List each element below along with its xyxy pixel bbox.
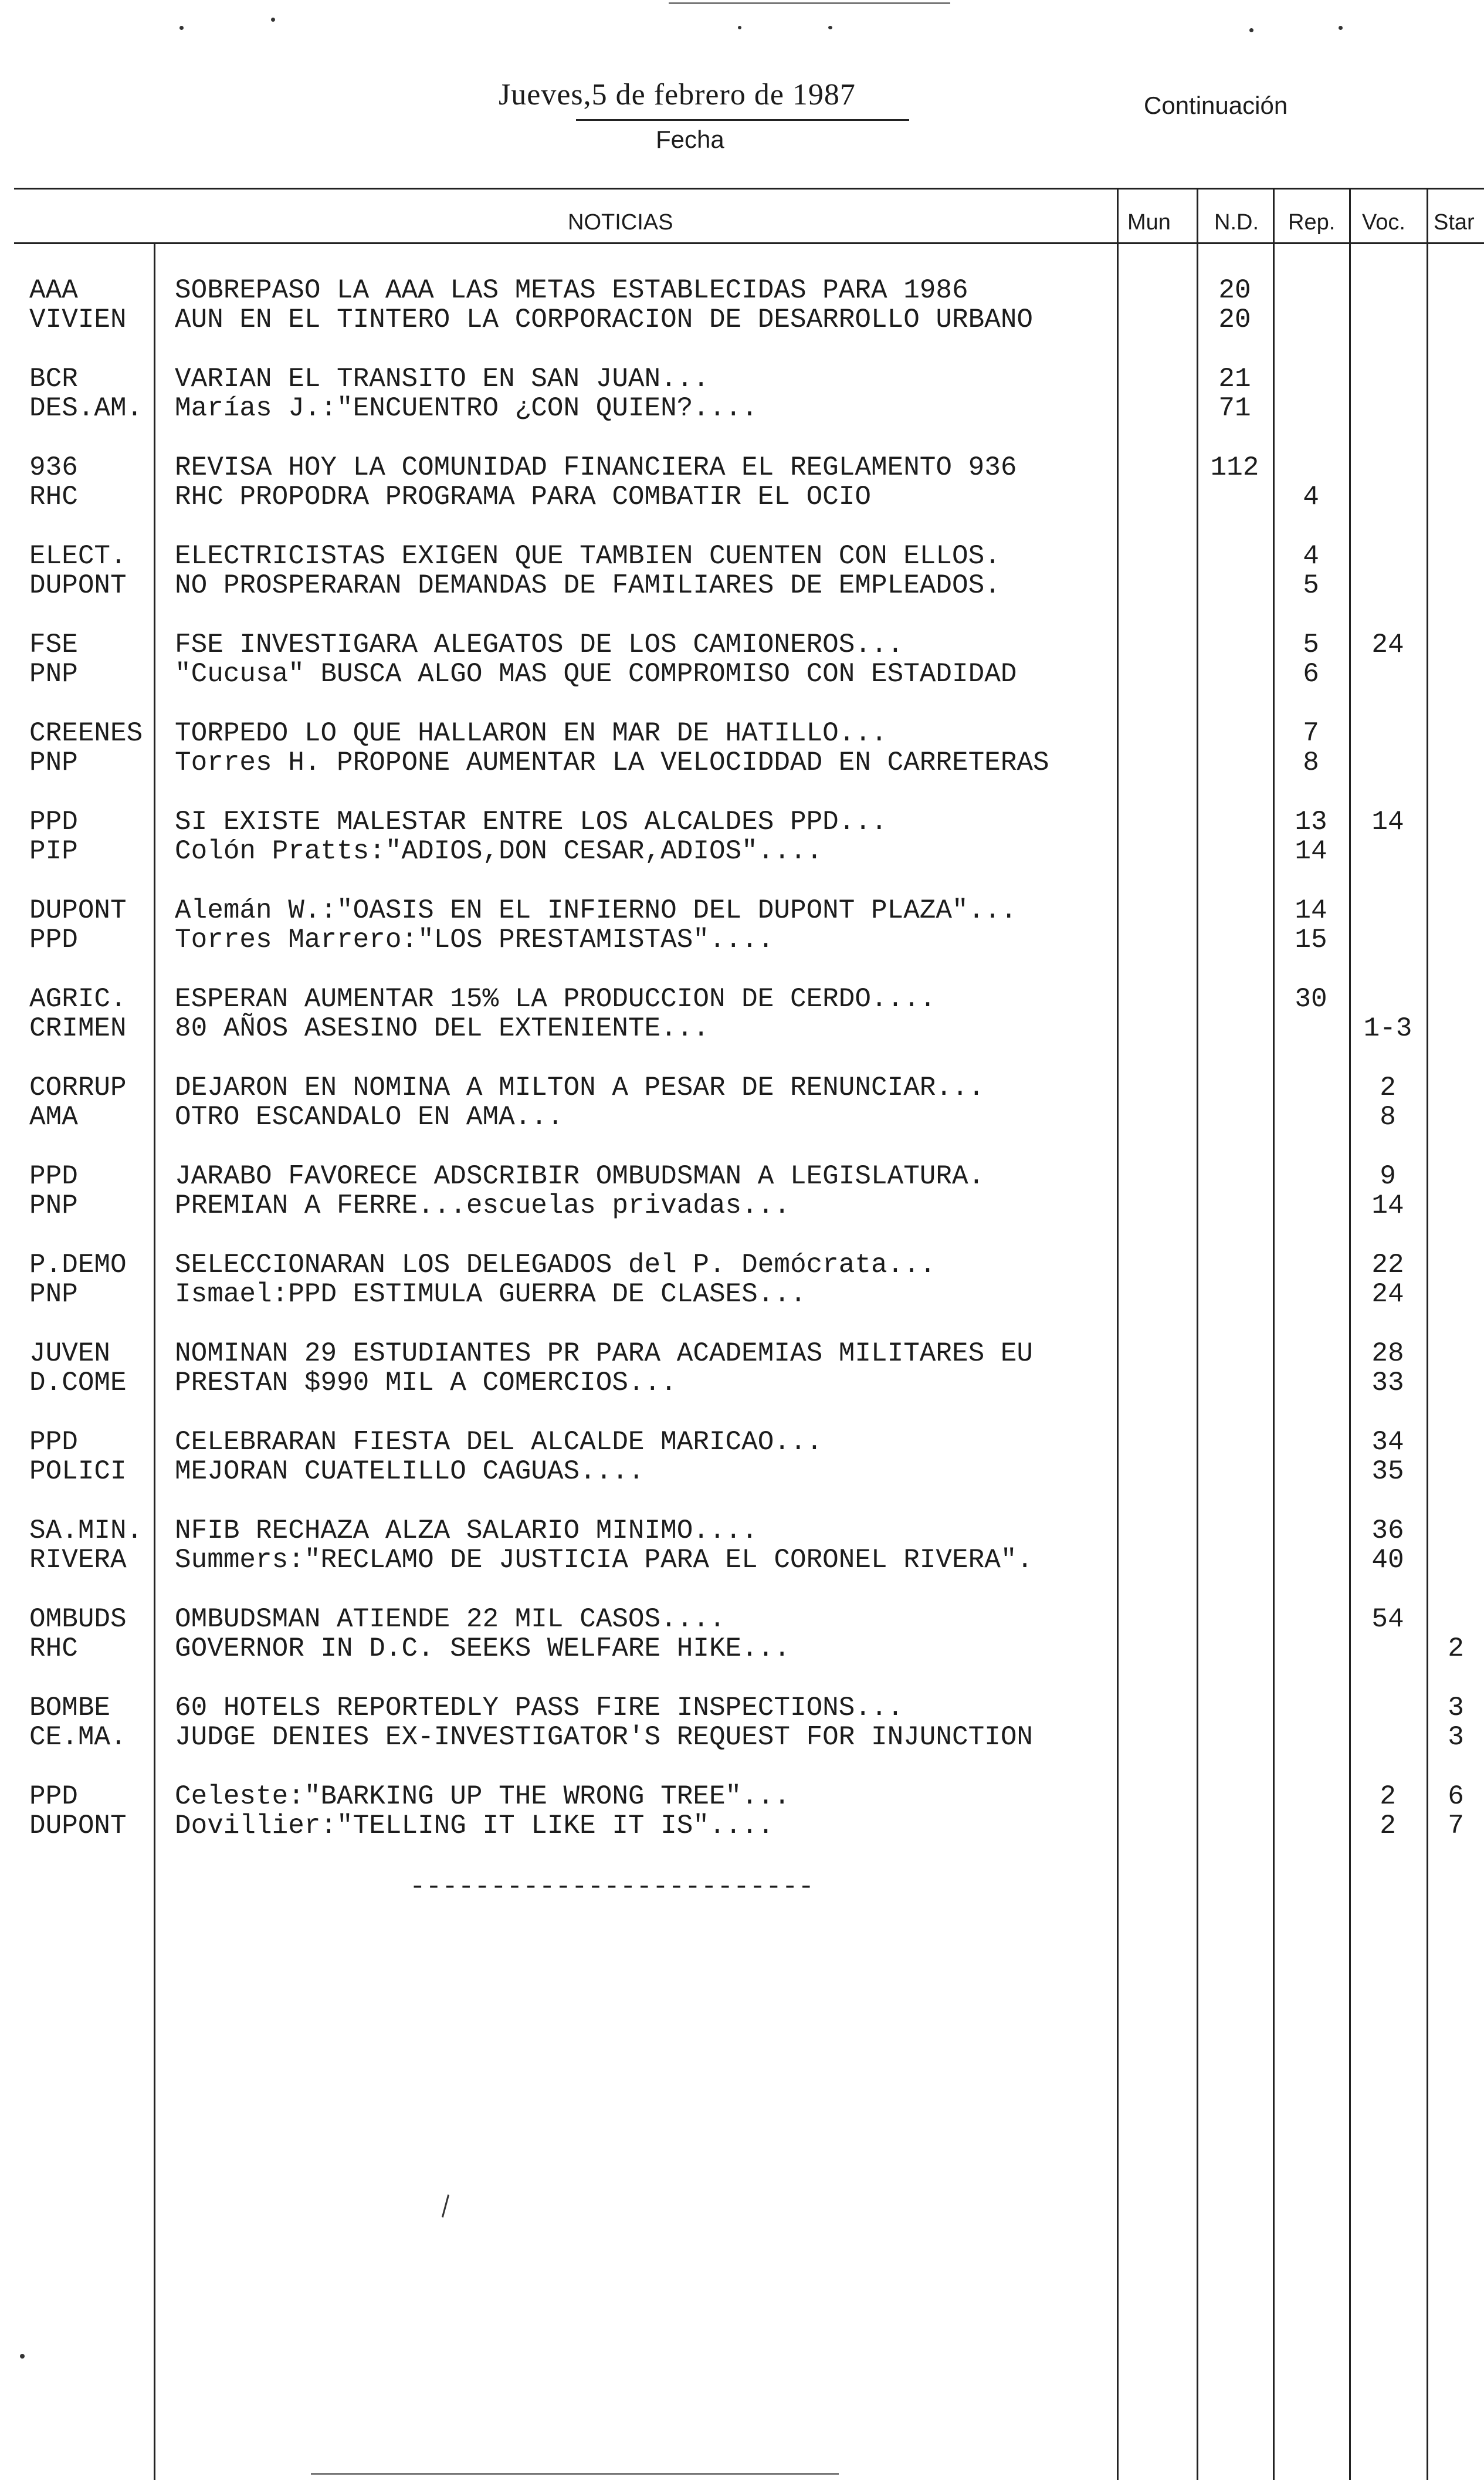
section-code: CRIMEN bbox=[29, 1013, 127, 1044]
section-code: PPD bbox=[29, 925, 78, 955]
news-headline: RHC PROPODRA PROGRAMA PARA COMBATIR EL OCIO bbox=[175, 482, 871, 512]
news-headline: DEJARON EN NOMINA A MILTON A PESAR DE RENUNCIAR... bbox=[175, 1072, 985, 1103]
nd-value: 71 bbox=[1218, 393, 1251, 424]
news-headline: 60 HOTELS REPORTEDLY PASS FIRE INSPECTIONS... bbox=[175, 1693, 904, 1723]
column-divider-mun bbox=[1117, 189, 1119, 243]
nd-value: 21 bbox=[1218, 364, 1251, 394]
section-code: CORRUP bbox=[29, 1072, 127, 1103]
end-of-list-dashes: ------------------------- bbox=[409, 1872, 815, 1902]
section-code: PNP bbox=[29, 1279, 78, 1310]
section-code: DUPONT bbox=[29, 895, 127, 926]
voc-value: 2 bbox=[1380, 1072, 1396, 1103]
news-headline: TORPEDO LO QUE HALLARON EN MAR DE HATILLO... bbox=[175, 718, 887, 749]
column-header-star: Star bbox=[1434, 210, 1475, 235]
rep-value: 14 bbox=[1295, 895, 1327, 926]
star-value: 3 bbox=[1448, 1722, 1464, 1752]
rep-value: 15 bbox=[1295, 925, 1327, 955]
voc-value: 14 bbox=[1371, 807, 1404, 837]
voc-value: 14 bbox=[1371, 1190, 1404, 1221]
section-code: PPD bbox=[29, 1781, 78, 1812]
news-headline: Celeste:"BARKING UP THE WRONG TREE"... bbox=[175, 1781, 790, 1812]
date-underline bbox=[576, 119, 909, 121]
section-code: RIVERA bbox=[29, 1545, 127, 1575]
section-code: PNP bbox=[29, 747, 78, 778]
rep-value: 4 bbox=[1303, 482, 1319, 512]
section-code: SA.MIN. bbox=[29, 1515, 143, 1546]
section-code: PIP bbox=[29, 836, 78, 867]
star-value: 6 bbox=[1448, 1781, 1464, 1812]
section-code: CREENES bbox=[29, 718, 143, 749]
voc-value: 33 bbox=[1371, 1368, 1404, 1398]
column-divider-nd bbox=[1197, 189, 1198, 2480]
section-code: D.COME bbox=[29, 1368, 127, 1398]
section-code: AAA bbox=[29, 275, 78, 306]
star-value: 2 bbox=[1448, 1633, 1464, 1664]
news-headline: Torres Marrero:"LOS PRESTAMISTAS".... bbox=[175, 925, 774, 955]
table-top-rule bbox=[14, 188, 1484, 190]
voc-value: 34 bbox=[1371, 1427, 1404, 1457]
news-headline: OTRO ESCANDALO EN AMA... bbox=[175, 1102, 564, 1132]
news-headline: JARABO FAVORECE ADSCRIBIR OMBUDSMAN A LEGISLATURA. bbox=[175, 1161, 985, 1192]
scan-speck bbox=[1339, 26, 1343, 30]
section-code: BOMBE bbox=[29, 1693, 111, 1723]
section-code: VIVIEN bbox=[29, 304, 127, 335]
voc-value: 24 bbox=[1371, 1279, 1404, 1310]
section-code: PNP bbox=[29, 1190, 78, 1221]
table-header-rule bbox=[14, 242, 1484, 244]
news-headline: PRESTAN $990 MIL A COMERCIOS... bbox=[175, 1368, 677, 1398]
news-headline: PREMIAN A FERRE...escuelas privadas... bbox=[175, 1190, 790, 1221]
news-headline: SELECCIONARAN LOS DELEGADOS del P. Demócrata... bbox=[175, 1250, 936, 1280]
section-code: FSE bbox=[29, 630, 78, 660]
date-caption: Fecha bbox=[656, 126, 724, 153]
section-code: PPD bbox=[29, 1427, 78, 1457]
rep-value: 14 bbox=[1295, 836, 1327, 867]
news-headline: SI EXISTE MALESTAR ENTRE LOS ALCALDES PPD... bbox=[175, 807, 887, 837]
pen-mark bbox=[442, 2194, 449, 2217]
section-code: JUVEN bbox=[29, 1338, 111, 1369]
section-code: CE.MA. bbox=[29, 1722, 127, 1752]
column-divider-code bbox=[154, 243, 155, 2480]
star-value: 3 bbox=[1448, 1693, 1464, 1723]
news-headline: Alemán W.:"OASIS EN EL INFIERNO DEL DUPONT PLAZA"... bbox=[175, 895, 1017, 926]
scan-speck bbox=[271, 18, 275, 22]
column-divider-star bbox=[1427, 189, 1428, 2480]
rep-value: 6 bbox=[1303, 659, 1319, 689]
bottom-edge-mark bbox=[311, 2473, 839, 2475]
news-headline: Ismael:PPD ESTIMULA GUERRA DE CLASES... bbox=[175, 1279, 807, 1310]
column-header-mun: Mun bbox=[1127, 210, 1171, 235]
rep-value: 8 bbox=[1303, 747, 1319, 778]
news-headline: GOVERNOR IN D.C. SEEKS WELFARE HIKE... bbox=[175, 1633, 790, 1664]
news-headline: NOMINAN 29 ESTUDIANTES PR PARA ACADEMIAS MILITARES EU bbox=[175, 1338, 1034, 1369]
voc-value: 2 bbox=[1380, 1781, 1396, 1812]
section-code: ELECT. bbox=[29, 541, 127, 571]
news-headline: 80 AÑOS ASESINO DEL EXTENIENTE... bbox=[175, 1013, 709, 1044]
voc-value: 2 bbox=[1380, 1811, 1396, 1841]
section-code: BCR bbox=[29, 364, 78, 394]
section-code: RHC bbox=[29, 482, 78, 512]
section-code: OMBUDS bbox=[29, 1604, 127, 1635]
news-headline: VARIAN EL TRANSITO EN SAN JUAN... bbox=[175, 364, 709, 394]
section-code: DUPONT bbox=[29, 570, 127, 601]
section-code: AGRIC. bbox=[29, 984, 127, 1014]
voc-value: 35 bbox=[1371, 1456, 1404, 1487]
rep-value: 5 bbox=[1303, 570, 1319, 601]
section-code: PNP bbox=[29, 659, 78, 689]
column-divider-voc bbox=[1349, 189, 1351, 2480]
news-headline: NO PROSPERARAN DEMANDAS DE FAMILIARES DE EMPLEADOS. bbox=[175, 570, 1001, 601]
column-header-nd: N.D. bbox=[1214, 210, 1259, 235]
voc-value: 28 bbox=[1371, 1338, 1404, 1369]
news-headline: NFIB RECHAZA ALZA SALARIO MINIMO.... bbox=[175, 1515, 758, 1546]
voc-value: 54 bbox=[1371, 1604, 1404, 1635]
section-code: PPD bbox=[29, 1161, 78, 1192]
scan-speck bbox=[179, 26, 184, 30]
scan-speck bbox=[1249, 28, 1253, 32]
news-headline: Torres H. PROPONE AUMENTAR LA VELOCIDDAD EN CARRETERAS bbox=[175, 747, 1049, 778]
scan-speck bbox=[738, 26, 741, 29]
scan-speck bbox=[20, 2354, 25, 2359]
news-headline: CELEBRARAN FIESTA DEL ALCALDE MARICAO... bbox=[175, 1427, 823, 1457]
column-header-noticias: NOTICIAS bbox=[568, 210, 673, 235]
voc-value: 8 bbox=[1380, 1102, 1396, 1132]
news-headline: FSE INVESTIGARA ALEGATOS DE LOS CAMIONEROS... bbox=[175, 630, 904, 660]
section-code: RHC bbox=[29, 1633, 78, 1664]
voc-value: 40 bbox=[1371, 1545, 1404, 1575]
top-edge-mark bbox=[669, 2, 950, 4]
nd-value: 112 bbox=[1210, 452, 1259, 483]
report-date: Jueves,5 de febrero de 1987 bbox=[499, 78, 856, 111]
news-headline: REVISA HOY LA COMUNIDAD FINANCIERA EL REGLAMENTO 936 bbox=[175, 452, 1017, 483]
scan-speck bbox=[828, 26, 832, 29]
section-code: AMA bbox=[29, 1102, 78, 1132]
section-code: DES.AM. bbox=[29, 393, 143, 424]
rep-value: 4 bbox=[1303, 541, 1319, 571]
news-headline: Colón Pratts:"ADIOS,DON CESAR,ADIOS".... bbox=[175, 836, 823, 867]
voc-value: 9 bbox=[1380, 1161, 1396, 1192]
voc-value: 22 bbox=[1371, 1250, 1404, 1280]
voc-value: 36 bbox=[1371, 1515, 1404, 1546]
section-code: PPD bbox=[29, 807, 78, 837]
news-headline: ELECTRICISTAS EXIGEN QUE TAMBIEN CUENTEN CON ELLOS. bbox=[175, 541, 1001, 571]
column-divider-news bbox=[1117, 243, 1119, 2480]
news-headline: OMBUDSMAN ATIENDE 22 MIL CASOS.... bbox=[175, 1604, 726, 1635]
news-headline: Dovillier:"TELLING IT LIKE IT IS".... bbox=[175, 1811, 774, 1841]
column-header-voc: Voc. bbox=[1362, 210, 1405, 235]
news-headline: "Cucusa" BUSCA ALGO MAS QUE COMPROMISO CON ESTADIDAD bbox=[175, 659, 1017, 689]
news-headline: SOBREPASO LA AAA LAS METAS ESTABLECIDAS PARA 1986 bbox=[175, 275, 968, 306]
nd-value: 20 bbox=[1218, 275, 1251, 306]
section-code: POLICI bbox=[29, 1456, 127, 1487]
news-headline: AUN EN EL TINTERO LA CORPORACION DE DESARROLLO URBANO bbox=[175, 304, 1034, 335]
rep-value: 5 bbox=[1303, 630, 1319, 660]
news-headline: Summers:"RECLAMO DE JUSTICIA PARA EL CORONEL RIVERA". bbox=[175, 1545, 1034, 1575]
section-code: 936 bbox=[29, 452, 78, 483]
section-code: DUPONT bbox=[29, 1811, 127, 1841]
rep-value: 7 bbox=[1303, 718, 1319, 749]
news-headline: Marías J.:"ENCUENTRO ¿CON QUIEN?.... bbox=[175, 393, 758, 424]
news-headline: JUDGE DENIES EX-INVESTIGATOR'S REQUEST FOR INJUNCTION bbox=[175, 1722, 1034, 1752]
section-code: P.DEMO bbox=[29, 1250, 127, 1280]
column-header-rep: Rep. bbox=[1288, 210, 1336, 235]
star-value: 7 bbox=[1448, 1811, 1464, 1841]
rep-value: 13 bbox=[1295, 807, 1327, 837]
news-headline: ESPERAN AUMENTAR 15% LA PRODUCCION DE CERDO.... bbox=[175, 984, 936, 1014]
voc-value: 1-3 bbox=[1363, 1013, 1412, 1044]
news-headline: MEJORAN CUATELILLO CAGUAS.... bbox=[175, 1456, 645, 1487]
column-divider-rep bbox=[1273, 189, 1275, 2480]
voc-value: 24 bbox=[1371, 630, 1404, 660]
nd-value: 20 bbox=[1218, 304, 1251, 335]
rep-value: 30 bbox=[1295, 984, 1327, 1014]
continuation-label: Continuación bbox=[1144, 92, 1288, 119]
